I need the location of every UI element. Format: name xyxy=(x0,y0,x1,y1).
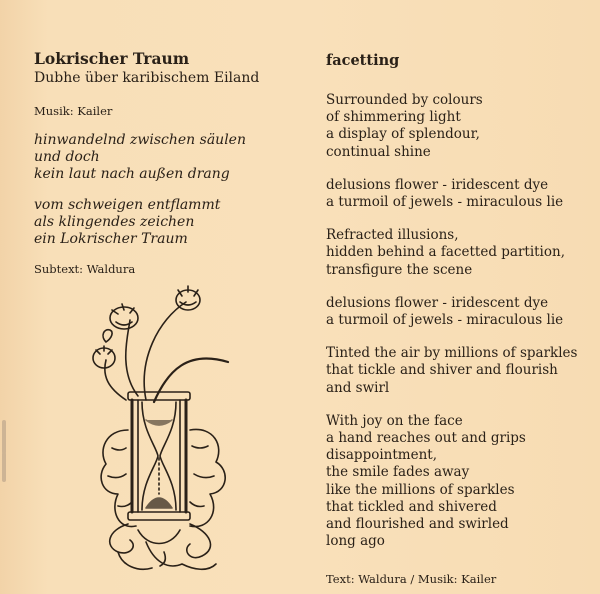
lyric-line: the smile fades away xyxy=(326,464,470,481)
lyric-line: like the millions of sparkles xyxy=(326,481,515,498)
right-stanza-1 xyxy=(326,92,576,161)
subtext-credit: Subtext: Waldura xyxy=(34,262,136,276)
lyric-line: that tickled and shivered xyxy=(326,498,497,515)
left-stanza-1 xyxy=(34,132,294,183)
lyric-line: und doch xyxy=(34,149,100,165)
lyric-line: and swirl xyxy=(326,379,390,396)
left-column xyxy=(34,50,294,276)
lyric-line: a hand reaches out and grips xyxy=(326,430,526,447)
lyric-line: that tickle and shiver and flourish xyxy=(326,362,558,379)
right-stanza-2 xyxy=(326,177,576,211)
lyric-line: long ago xyxy=(326,533,385,550)
lyric-line: With joy on the face xyxy=(326,412,463,429)
lyric-line: a display of splendour, xyxy=(326,126,480,143)
right-stanza-3 xyxy=(326,227,576,279)
lyric-line: hidden behind a facetted partition, xyxy=(326,244,565,261)
song-subtitle: Dubhe über karibischem Eiland xyxy=(34,70,260,86)
lyric-line: a turmoil of jewels - miraculous lie xyxy=(326,194,564,211)
lyric-line: Tinted the air by millions of sparkles xyxy=(326,345,578,362)
lyric-line: kein laut nach außen drang xyxy=(34,166,230,182)
hourglass-with-poppy-seed-pods-icon xyxy=(78,280,248,580)
lyric-line: delusions flower - iridescent dye xyxy=(326,176,549,193)
poem-title: facetting xyxy=(326,52,400,69)
lyric-line: hinwandelnd zwischen säulen xyxy=(34,132,246,148)
text-music-credit: Text: Waldura / Musik: Kailer xyxy=(326,572,497,587)
staple-mark-top xyxy=(2,420,6,454)
lyric-line: transfigure the scene xyxy=(326,261,473,278)
right-stanza-4 xyxy=(326,295,576,329)
music-credit: Musik: Kailer xyxy=(34,104,113,118)
lyric-line: disappointment, xyxy=(326,447,437,464)
lyric-line: Surrounded by colours xyxy=(326,92,483,108)
right-stanza-5 xyxy=(326,345,576,397)
lyric-line: delusions flower - iridescent dye xyxy=(326,294,549,311)
lyric-line: of shimmering light xyxy=(326,109,461,126)
lyric-line: Refracted illusions, xyxy=(326,227,459,244)
song-title: Lokrischer Traum xyxy=(34,49,190,68)
lyric-line: als klingendes zeichen xyxy=(34,214,195,230)
right-stanza-6 xyxy=(326,413,576,551)
lyric-line: vom schweigen entflammt xyxy=(34,197,221,213)
left-stanza-2 xyxy=(34,197,294,248)
lyric-line: a turmoil of jewels - miraculous lie xyxy=(326,312,564,329)
lyric-line: ein Lokrischer Traum xyxy=(34,231,188,247)
right-column xyxy=(326,52,576,586)
staple-mark-bottom xyxy=(2,452,6,482)
lyric-line: and flourished and swirled xyxy=(326,516,509,533)
lyric-line: continual shine xyxy=(326,143,431,160)
